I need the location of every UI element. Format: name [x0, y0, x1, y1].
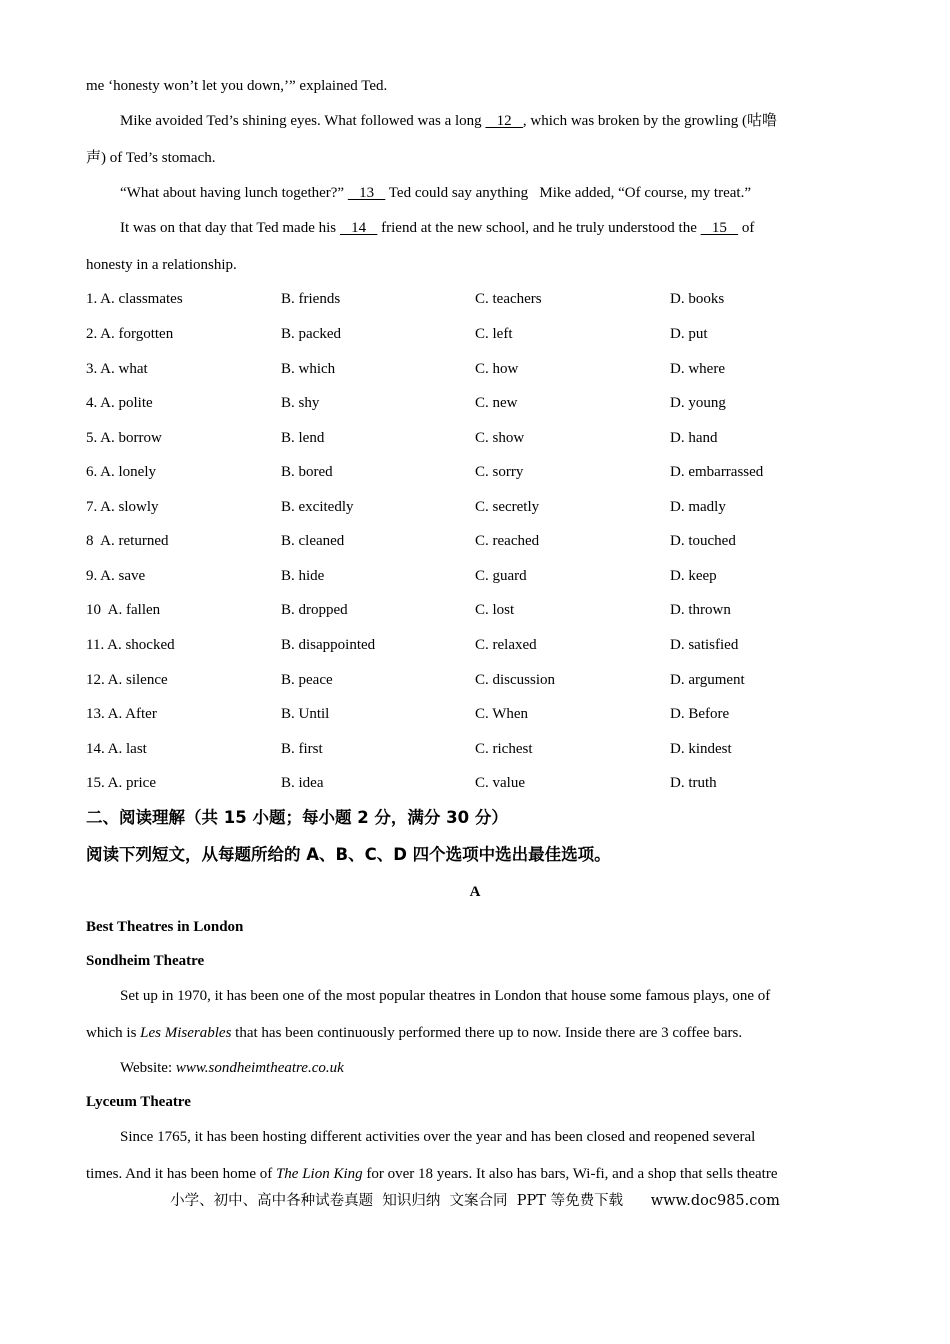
option-d: D. touched [670, 533, 736, 549]
paragraph-text: It was on that day that Ted made his [120, 220, 340, 236]
option-row-3 [86, 359, 886, 379]
option-d: D. kindest [670, 741, 732, 757]
option-a: 6. A. lonely [86, 464, 156, 480]
option-c: C. When [475, 706, 529, 722]
passage-line-1: me ‘honesty won’t let you down,’” explained Ted. [86, 78, 388, 94]
passage-paragraph-2 [120, 111, 777, 131]
option-a: 9. A. save [86, 568, 146, 584]
lyceum-heading: Lyceum Theatre [86, 1094, 191, 1110]
option-c: C. new [475, 395, 518, 411]
play-title: The Lion King [275, 1166, 363, 1182]
option-row-6 [86, 462, 886, 482]
paragraph-text: , which was broken by the growling (咕噜 [522, 113, 778, 129]
option-b: B. packed [281, 326, 341, 342]
paragraph-text: friend at the new school, and he truly understood the [377, 220, 701, 236]
sondheim-heading: Sondheim Theatre [86, 953, 205, 969]
option-b: B. friends [281, 291, 341, 307]
passage-paragraph-4 [120, 218, 754, 238]
option-b: B. lend [281, 430, 325, 446]
option-b: B. shy [281, 395, 320, 411]
option-d: D. books [670, 291, 725, 307]
option-a: 7. A. slowly [86, 499, 159, 515]
paragraph-text: “What about having lunch together?” [120, 185, 348, 201]
page-footer: 小学、初中、高中各种试卷真题 知识归纳 文案合同 PPT 等免费下载 www.doc985.com [170, 1193, 780, 1209]
lyceum-text-2 [86, 1164, 778, 1184]
option-a: 4. A. polite [86, 395, 153, 411]
option-a: 10 A. fallen [86, 602, 161, 618]
option-d: D. keep [670, 568, 717, 584]
option-a: 14. A. last [86, 741, 147, 757]
part-label: A [469, 884, 481, 900]
option-c: C. how [475, 361, 519, 377]
option-c: C. secretly [475, 499, 540, 515]
option-d: D. hand [670, 430, 718, 446]
option-a: 15. A. price [86, 775, 156, 791]
option-row-14 [86, 739, 886, 759]
option-b: B. Until [281, 706, 330, 722]
option-a: 3. A. what [86, 361, 148, 377]
option-c: C. show [475, 430, 525, 446]
option-row-7 [86, 497, 886, 517]
option-b: B. disappointed [281, 637, 376, 653]
paragraph-text: of [738, 220, 755, 236]
sondheim-website [120, 1058, 344, 1078]
option-c: C. relaxed [475, 637, 537, 653]
blank-15: 15 [700, 220, 739, 236]
option-c: C. reached [475, 533, 540, 549]
option-d: D. thrown [670, 602, 731, 618]
section-2-title: 二、阅读理解（共 15 小题；每小题 2 分，满分 30 分） [86, 808, 508, 827]
option-d: D. satisfied [670, 637, 739, 653]
option-row-13 [86, 704, 886, 724]
option-row-5 [86, 428, 886, 448]
paragraph-text: Mike avoided Ted’s shining eyes. What followed was a long [120, 113, 486, 129]
option-a: 5. A. borrow [86, 430, 162, 446]
option-d: D. truth [670, 775, 717, 791]
play-title: Les Miserables [140, 1025, 232, 1041]
passage-paragraph-4-cont: honesty in a relationship. [86, 257, 237, 273]
paragraph-text: Ted could say anything Mike added, “Of course, my treat.” [385, 185, 751, 201]
option-row-11 [86, 635, 886, 655]
passage-paragraph-3 [120, 183, 751, 203]
option-d: D. put [670, 326, 708, 342]
option-c: C. teachers [475, 291, 542, 307]
option-row-2 [86, 324, 886, 344]
paragraph-text: that has been continuously performed there up to now. Inside there are 3 coffee bars. [231, 1025, 743, 1041]
option-c: C. discussion [475, 672, 556, 688]
option-b: B. peace [281, 672, 333, 688]
option-a: 13. A. After [86, 706, 157, 722]
option-d: D. argument [670, 672, 745, 688]
option-c: C. guard [475, 568, 527, 584]
option-row-12 [86, 670, 886, 690]
option-b: B. excitedly [281, 499, 354, 515]
option-a: 8 A. returned [86, 533, 169, 549]
option-c: C. left [475, 326, 513, 342]
blank-12: 12 [485, 113, 523, 129]
option-b: B. which [281, 361, 336, 377]
paragraph-text: for over 18 years. It also has bars, Wi-fi, and a shop that sells theatre [362, 1166, 778, 1182]
option-d: D. where [670, 361, 725, 377]
blank-13: 13 [347, 185, 386, 201]
option-a: 11. A. shocked [86, 637, 175, 653]
website-link[interactable]: www.sondheimtheatre.co.uk [175, 1060, 344, 1076]
option-b: B. dropped [281, 602, 348, 618]
option-c: C. richest [475, 741, 533, 757]
option-a: 2. A. forgotten [86, 326, 174, 342]
option-c: C. lost [475, 602, 515, 618]
option-d: D. madly [670, 499, 726, 515]
option-row-15 [86, 773, 886, 793]
option-row-4 [86, 393, 886, 413]
option-a: 12. A. silence [86, 672, 168, 688]
option-row-10 [86, 600, 886, 620]
option-row-9 [86, 566, 886, 586]
option-b: B. first [281, 741, 323, 757]
option-c: C. sorry [475, 464, 524, 480]
article-title: Best Theatres in London [86, 919, 244, 935]
paragraph-text: times. And it has been home of [86, 1166, 276, 1182]
lyceum-text-1: Since 1765, it has been hosting different activities over the year and has been closed and reopened several [120, 1129, 756, 1145]
option-b: B. bored [281, 464, 333, 480]
paragraph-text: which is [86, 1025, 141, 1041]
option-b: B. hide [281, 568, 325, 584]
option-d: D. embarrassed [670, 464, 764, 480]
option-d: D. Before [670, 706, 730, 722]
passage-paragraph-2-cont: 声) of Ted’s stomach. [86, 150, 216, 166]
option-row-1 [86, 289, 886, 309]
option-d: D. young [670, 395, 726, 411]
option-b: B. idea [281, 775, 324, 791]
blank-14: 14 [339, 220, 378, 236]
option-row-8 [86, 531, 886, 551]
option-b: B. cleaned [281, 533, 345, 549]
website-label: Website: [120, 1060, 176, 1076]
section-2-instruction: 阅读下列短文，从每题所给的 A、B、C、D 四个选项中选出最佳选项。 [86, 845, 611, 864]
sondheim-text-1: Set up in 1970, it has been one of the most popular theatres in London that house some famous plays, one of [120, 988, 771, 1004]
sondheim-text-2 [86, 1023, 742, 1043]
option-a: 1. A. classmates [86, 291, 183, 307]
option-c: C. value [475, 775, 525, 791]
